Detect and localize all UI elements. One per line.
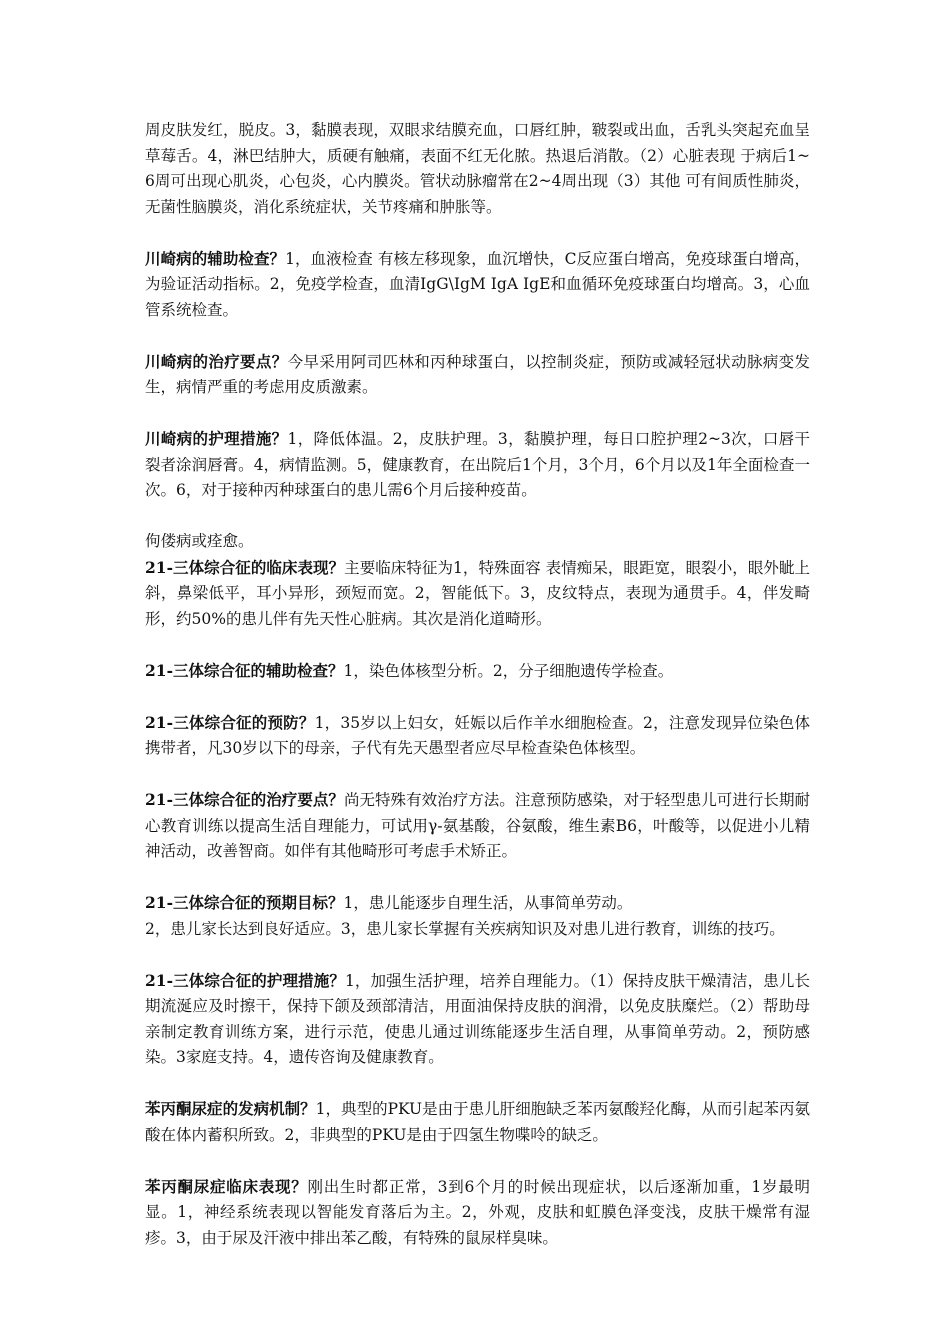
paragraph-down-syndrome-symptoms <box>145 555 810 633</box>
paragraph-kawasaki-nursing <box>145 426 810 504</box>
answer-text: 主要临床特征为1，特殊面容 表情痴呆，眼距宽，眼裂小，眼外眦上斜，鼻梁低平，耳小异形，颈短而宽。2，智能低下。3，皮纹特点，表现为通贯手。4，伴发畸形，约50%的患儿伴有先天性心脏病。其次是消化道畸形。 <box>145 558 810 628</box>
question-heading: 苯丙酮尿症的发病机制？ <box>145 1099 316 1118</box>
paragraph-down-syndrome-goals <box>145 890 810 917</box>
question-heading: 21-三体综合征的治疗要点？ <box>145 790 344 809</box>
answer-text: 1，加强生活护理，培养自理能力。（1）保持皮肤干燥清洁，患儿长期流涎应及时擦干，保持下颌及颈部清洁，用面油保持皮肤的润滑，以免皮肤糜烂。（2）帮助母亲制定教育训练方案，进行示范，使患儿通过训练能逐步生活自理，从事简单劳动。2，预防感染。3家庭支持。4，遗传咨询及健康教育。 <box>145 971 810 1066</box>
answer-text: 1，降低体温。2，皮肤护理。3，黏膜护理，每日口腔护理2~3次，口唇干裂者涂润唇膏。4，病情监测。5，健康教育，在出院后1个月，3个月，6个月以及1年全面检查一次。6，对于接种丙种球蛋白的患儿需6个月后接种疫苗。 <box>145 430 810 499</box>
paragraph-kawasaki-auxiliary-exam <box>145 246 810 324</box>
answer-text: 1，典型的PKU是由于患儿肝细胞缺乏苯丙氨酸羟化酶，从而引起苯丙氨酸在体内蓄积所致。2，非典型的PKU是由于四氢生物喋呤的缺乏。 <box>145 1100 810 1144</box>
paragraph-text: 2，患儿家长达到良好适应。3，患儿家长掌握有关疾病知识及对患儿进行教育，训练的技巧。 <box>145 919 785 938</box>
paragraph-text: 佝偻病或痊愈。 <box>145 532 254 550</box>
question-heading: 21-三体综合征的护理措施？ <box>145 970 345 990</box>
paragraph-pku-mechanism <box>145 1096 810 1148</box>
paragraph-down-syndrome-goals-continued <box>145 917 810 943</box>
document-body <box>145 118 810 1277</box>
question-heading: 川崎病的治疗要点？ <box>145 351 288 371</box>
answer-text: 刚出生时都正常，3到6个月的时候出现症状，以后逐渐加重，1岁最明显。1，神经系统表现以智能发育落后为主。2，外观，皮肤和虹膜色泽变浅，皮肤干燥常有湿疹。3，由于尿及汗液中排出苯乙酸，有特殊的鼠尿样臭味。 <box>145 1177 810 1247</box>
question-heading: 川崎病的护理措施？ <box>145 429 288 448</box>
answer-text: 1，染色体核型分析。2，分子细胞遗传学检查。 <box>343 661 674 680</box>
paragraph-text: 周皮肤发红，脱皮。3，黏膜表现，双眼求结膜充血，口唇红肿，皲裂或出血，舌乳头突起充血呈草莓舌。4，淋巴结肿大，质硬有触痛，表面不红无化脓。热退后消散。（2）心脏表现 于病后1~6周可出现心肌炎，心包炎，心内膜炎。管状动脉瘤常在2~4周出现（3）其他 可有间质性肺炎，无菌性脑膜炎，消化系统症状，关节疼痛和肿胀等。 <box>145 121 810 216</box>
question-heading: 21-三体综合征的预防？ <box>145 712 315 732</box>
answer-text: 尚无特殊有效治疗方法。注意预防感染，对于轻型患儿可进行长期耐心教育训练以提高生活自理能力，可试用γ-氨基酸，谷氨酸，维生素B6，叶酸等，以促进小儿精神活动，改善智商。如伴有其他畸形可考虑手术矫正。 <box>145 791 810 860</box>
question-heading: 21-三体综合征的辅助检查？ <box>145 660 344 680</box>
paragraph-rickets-fragment <box>145 529 810 555</box>
paragraph-down-syndrome-prevention <box>145 710 810 762</box>
answer-text: 1，患儿能逐步自理生活，从事简单劳动。 <box>343 894 633 912</box>
paragraph-pku-symptoms <box>145 1174 810 1252</box>
answer-text: 1，35岁以上妇女，妊娠以后作羊水细胞检查。2，注意发现异位染色体携带者，凡30岁以下的母亲，子代有先天愚型者应尽早检查染色体核型。 <box>145 713 810 757</box>
answer-text: 1，血液检查 有核左移现象，血沉增快，C反应蛋白增高，免疫球蛋白增高，为验证活动指标。2，免疫学检查，血清IgG\IgM IgA IgE和血循环免疫球蛋白均增高。3，心血管系统检查。 <box>145 249 810 319</box>
paragraph-down-syndrome-treatment <box>145 787 810 865</box>
question-heading: 21-三体综合征的预期目标？ <box>145 893 344 912</box>
paragraph-kawasaki-treatment <box>145 349 810 401</box>
answer-text: 今早采用阿司匹林和丙种球蛋白，以控制炎症，预防或减轻冠状动脉病变发生，病情严重的考虑用皮质激素。 <box>145 352 810 396</box>
question-heading: 川崎病的辅助检查？ <box>145 248 286 268</box>
question-heading: 苯丙酮尿症临床表现？ <box>145 1176 308 1196</box>
question-heading: 21-三体综合征的临床表现？ <box>145 557 345 577</box>
paragraph-down-syndrome-auxiliary-exam <box>145 658 810 685</box>
paragraph-down-syndrome-nursing <box>145 968 810 1071</box>
paragraph-kawasaki-symptoms-continued <box>145 118 810 220</box>
